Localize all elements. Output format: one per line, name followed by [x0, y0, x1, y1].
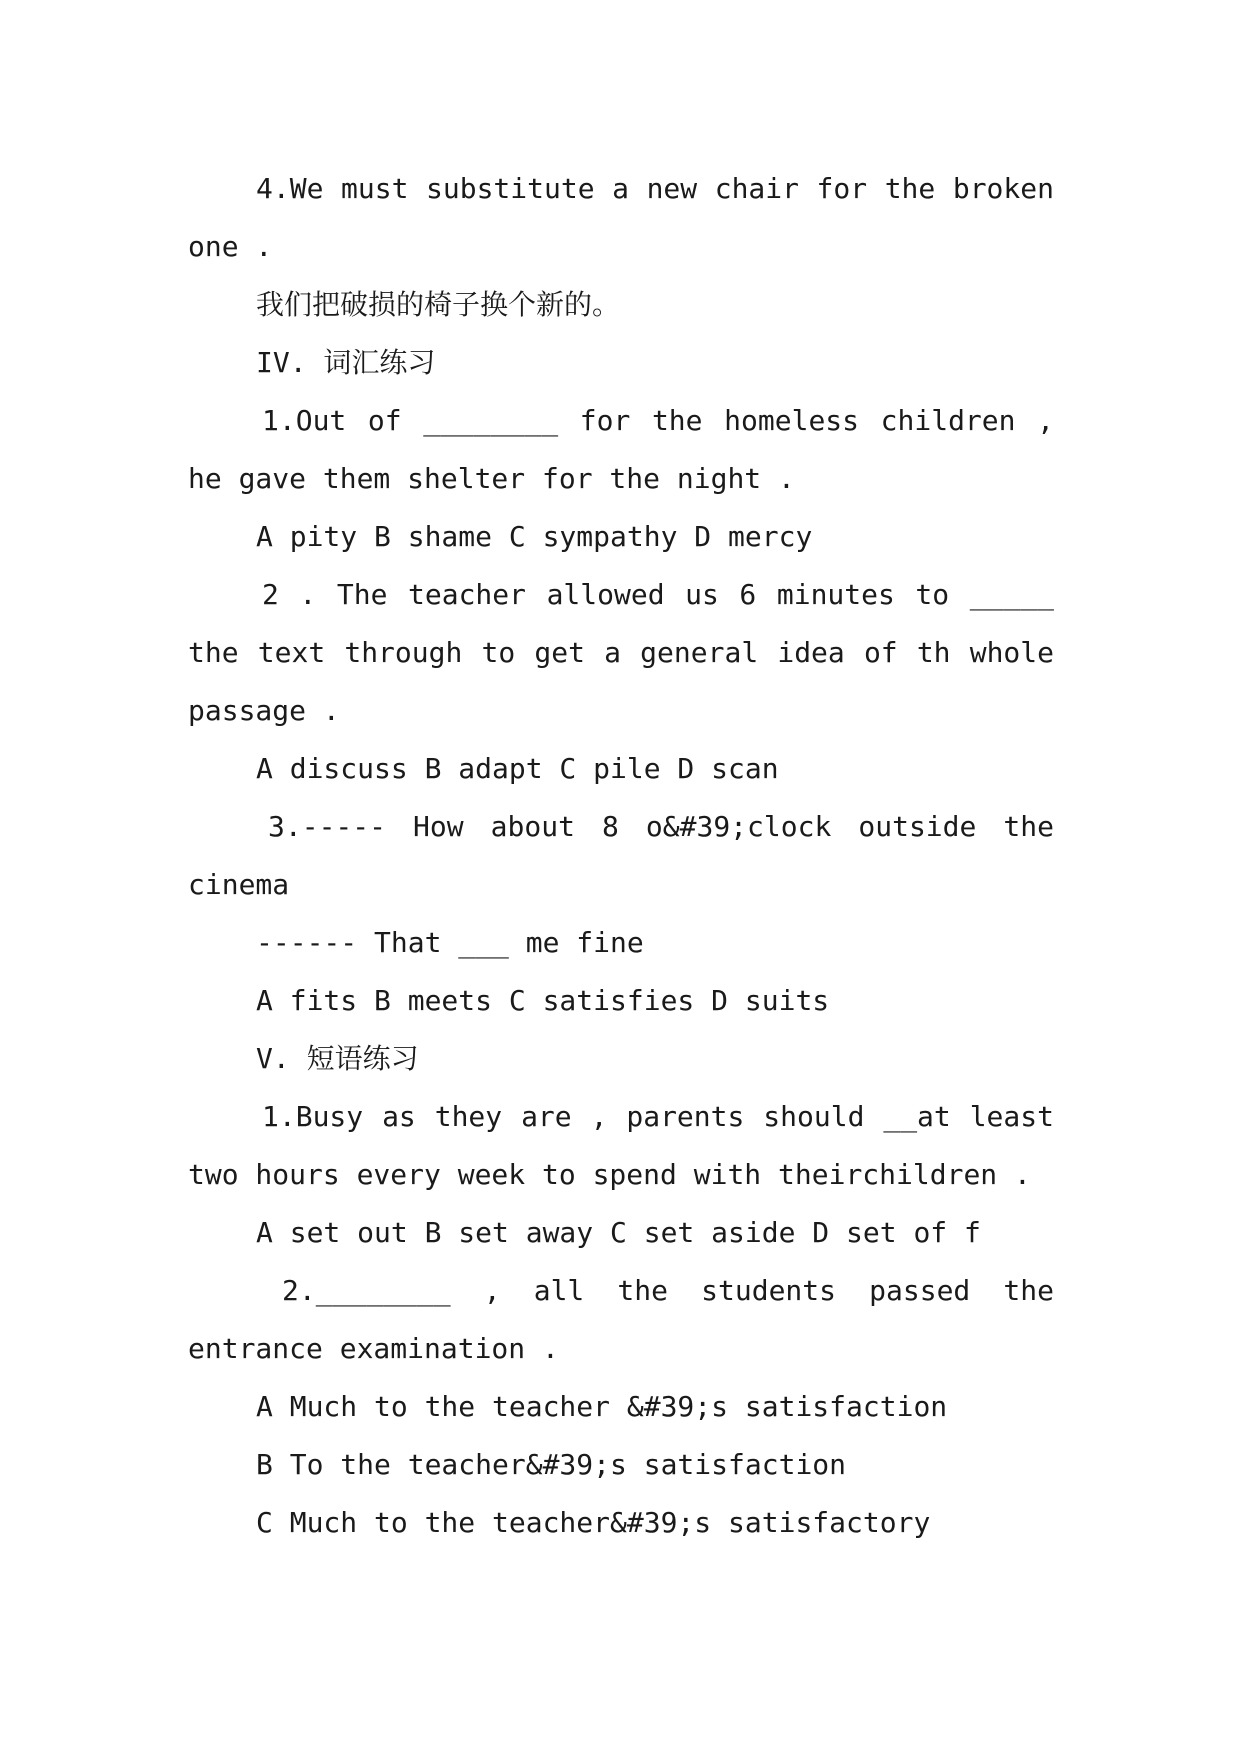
answer-options: A pity B shame C sympathy D mercy: [256, 520, 813, 553]
text-line: the text through to get a general idea of th whole: [188, 636, 1054, 669]
document-page: [188, 160, 1054, 1552]
question-line: 2 . The teacher allowed us 6 minutes to _____: [262, 578, 1054, 611]
section-heading: V. 短语练习: [256, 1042, 419, 1075]
text-line: cinema: [188, 868, 290, 901]
answer-option: B To the teacher&#39;s satisfaction: [256, 1448, 847, 1481]
answer-option: C Much to the teacher&#39;s satisfactory: [256, 1506, 931, 1539]
answer-options: A set out B set away C set aside D set of f: [256, 1216, 981, 1249]
question-line: 3.----- How about 8 o&#39;clock outside the: [268, 810, 1054, 843]
text-line: entrance examination .: [188, 1332, 559, 1365]
question-line: 1.Busy as they are , parents should __at least: [262, 1100, 1054, 1133]
answer-options: A fits B meets C satisfies D suits: [256, 984, 830, 1017]
answer-options: A discuss B adapt C pile D scan: [256, 752, 779, 785]
text-line: he gave them shelter for the night .: [188, 462, 795, 495]
text-line: 我们把破损的椅子换个新的。: [256, 288, 621, 321]
section-heading: IV. 词汇练习: [256, 346, 436, 379]
text-line: ------ That ___ me fine: [256, 926, 644, 959]
text-line: two hours every week to spend with theirchildren .: [188, 1158, 1031, 1191]
answer-option: A Much to the teacher &#39;s satisfaction: [256, 1390, 948, 1423]
question-line: 1.Out of ________ for the homeless children ,: [262, 404, 1054, 437]
text-line: 4.We must substitute a new chair for the broken: [256, 172, 1054, 205]
text-line: one .: [188, 230, 273, 263]
question-line: 2.________ , all the students passed the: [282, 1274, 1054, 1307]
text-line: passage .: [188, 694, 340, 727]
